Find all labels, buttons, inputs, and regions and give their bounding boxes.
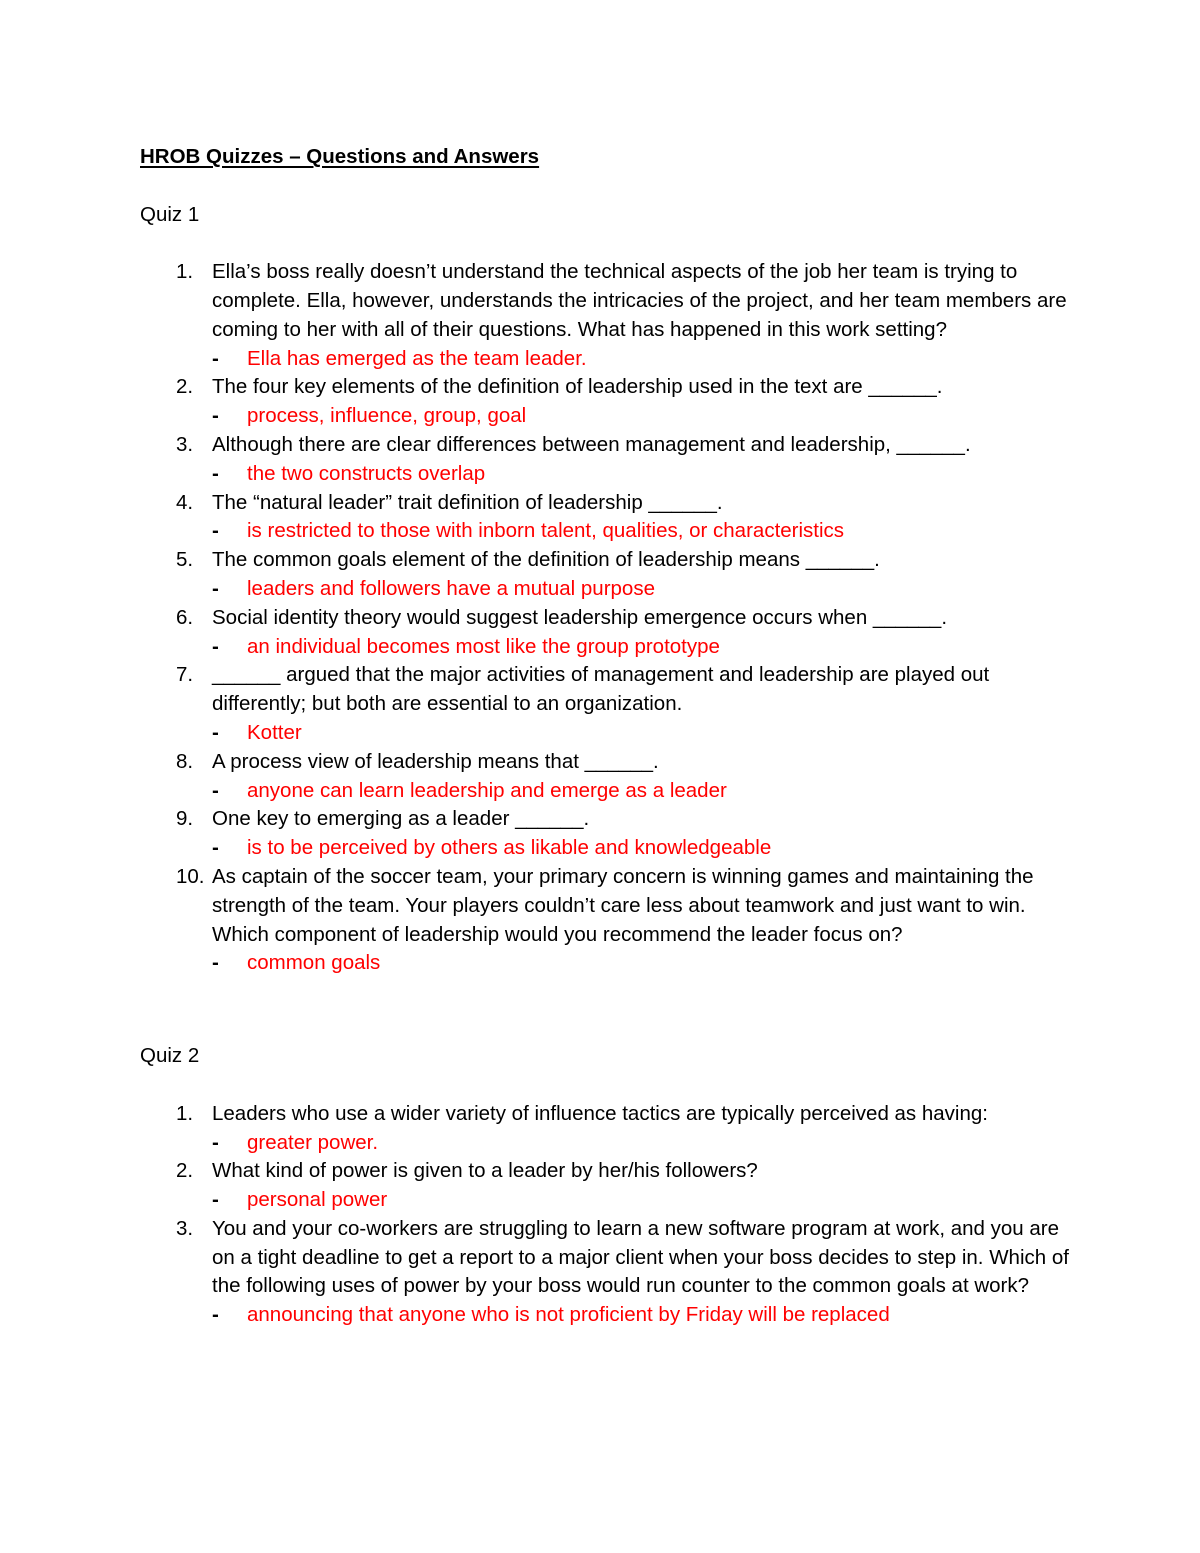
answer-bullet: - [212,634,219,658]
quiz-1-question-10 [140,863,1070,978]
document-body [140,143,1070,1330]
quiz-1-question-5 [140,546,1070,604]
answer-bullet: - [212,720,219,744]
answer-line [212,1186,1070,1215]
question-text: The four key elements of the definition of leadership used in the text are ______. [212,375,943,399]
answer-bullet: - [212,778,219,802]
question-number: 2. [176,375,194,399]
answer-bullet: - [212,1188,219,1212]
answer-bullet: - [212,461,219,485]
answer-text: the two constructs overlap [247,461,486,485]
answer-text: Ella has emerged as the team leader. [247,346,587,370]
answer-text: greater power. [247,1130,379,1154]
answer-bullet: - [212,576,219,600]
question-number: 8. [176,749,194,773]
spacer [140,978,1070,1042]
answer-line [212,777,1070,806]
quiz-2-question-3 [140,1215,1070,1330]
answer-bullet: - [212,951,219,975]
question-text: Although there are clear differences between management and leadership, ______. [212,432,971,456]
question-number: 2. [176,1159,194,1183]
quiz-1-question-1 [140,258,1070,373]
answer-line [212,345,1070,374]
question-number: 5. [176,548,194,572]
answer-text: an individual becomes most like the group prototype [247,634,720,658]
question-text: You and your co-workers are struggling to learn a new software program at work, and you are on a tight deadline to get a report to a major client when your boss decides to step in. Which of the following uses of power by your boss would run counter to the common goals at work? [212,1216,1069,1298]
quiz-1-question-4 [140,489,1070,547]
answer-line [212,949,1070,978]
quiz-2-question-list [140,1100,1070,1330]
quiz-2-question-2 [140,1157,1070,1215]
question-number: 3. [176,1216,194,1240]
question-number: 3. [176,432,194,456]
quiz-1-question-8 [140,748,1070,806]
question-number: 10. [176,864,205,888]
question-number: 6. [176,605,194,629]
question-text: Ella’s boss really doesn’t understand the technical aspects of the job her team is trying to complete. Ella, however, understands the intricacies of the project, and her team members are coming to her with all of their questions. What has happened in this work setting? [212,260,1067,341]
question-number: 1. [176,260,194,284]
answer-text: leaders and followers have a mutual purpose [247,576,655,600]
document-title: HROB Quizzes – Questions and Answers [140,145,540,168]
answer-bullet: - [212,1130,219,1154]
quiz-1-question-6 [140,604,1070,662]
answer-text: Kotter [247,720,302,744]
answer-line [212,719,1070,748]
answer-bullet: - [212,1303,219,1327]
question-text: Leaders who use a wider variety of influence tactics are typically perceived as having: [212,1101,988,1125]
quiz-1-question-7 [140,661,1070,747]
answer-text: anyone can learn leadership and emerge as a leader [247,778,727,802]
quiz-1-question-list [140,258,1070,978]
question-text: The “natural leader” trait definition of leadership ______. [212,490,723,514]
answer-line [212,402,1070,431]
question-number: 7. [176,663,194,687]
answer-line [212,633,1070,662]
question-number: 4. [176,490,194,514]
answer-bullet: - [212,346,219,370]
spacer [140,1071,1070,1100]
question-text: A process view of leadership means that ______. [212,749,659,773]
spacer [140,229,1070,258]
quiz-1-question-3 [140,431,1070,489]
spacer [140,172,1070,201]
question-text: Social identity theory would suggest leadership emergence occurs when ______. [212,605,948,629]
answer-line [212,834,1070,863]
question-number: 1. [176,1101,194,1125]
answer-text: common goals [247,951,381,975]
quiz-1-question-9 [140,805,1070,863]
answer-line [212,460,1070,489]
question-number: 9. [176,807,194,831]
answer-line [212,575,1070,604]
answer-line [212,517,1070,546]
question-text: ______ argued that the major activities of management and leadership are played out differently; but both are essential to an organization. [212,663,990,716]
answer-text: personal power [247,1188,388,1212]
quiz-1-question-2 [140,373,1070,431]
question-text: One key to emerging as a leader ______. [212,807,590,831]
quiz-2-question-1 [140,1100,1070,1158]
quiz-1-heading: Quiz 1 [140,202,200,226]
answer-text: is restricted to those with inborn talent, qualities, or characteristics [247,519,845,543]
question-text: The common goals element of the definition of leadership means ______. [212,548,880,572]
answer-line [212,1301,1070,1330]
quiz-2-heading: Quiz 2 [140,1044,200,1068]
question-text: What kind of power is given to a leader by her/his followers? [212,1159,758,1183]
answer-text: process, influence, group, goal [247,404,527,428]
answer-text: announcing that anyone who is not proficient by Friday will be replaced [247,1303,890,1327]
answer-bullet: - [212,836,219,860]
answer-bullet: - [212,404,219,428]
answer-text: is to be perceived by others as likable and knowledgeable [247,836,772,860]
answer-line [212,1129,1070,1158]
answer-bullet: - [212,519,219,543]
question-text: As captain of the soccer team, your primary concern is winning games and maintaining the strength of the team. Your players couldn’t care less about teamwork and just want to win. Which component of leadership would you recommend the leader focus on? [212,864,1034,946]
